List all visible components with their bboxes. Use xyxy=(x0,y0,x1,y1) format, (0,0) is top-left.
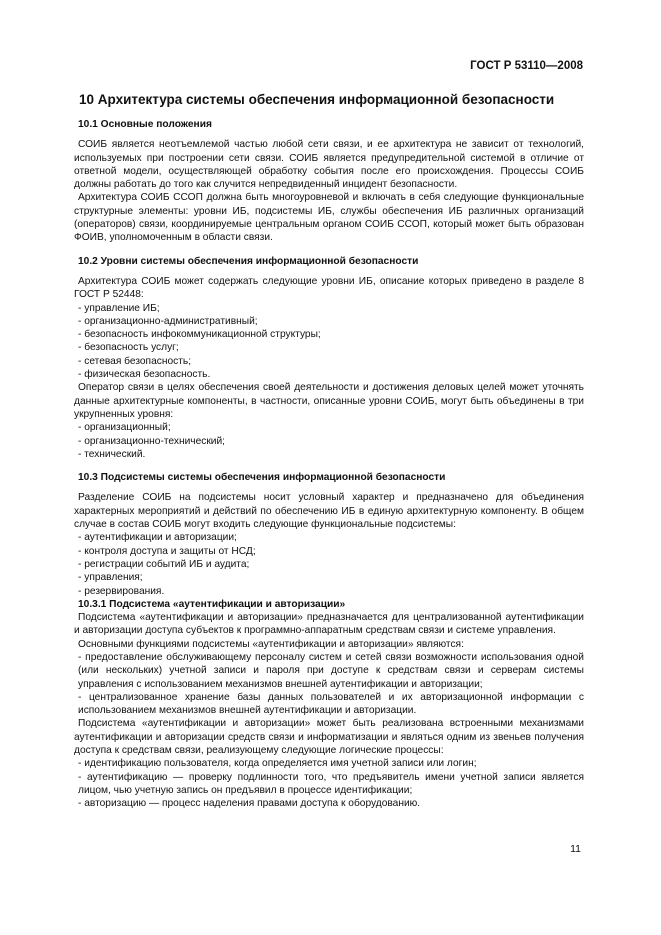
section-title: 10 Архитектура системы обеспечения информационной безопасности xyxy=(79,92,555,107)
list-item: - аутентификацию — проверку подлинности того, что предъявитель имени учетной записи является лицом, чью учетную запись он предъявил в процессе идентификации; xyxy=(78,771,584,796)
list-item: - контроля доступа и защиты от НСД; xyxy=(78,545,256,557)
list-item: - организационный; xyxy=(78,422,171,434)
paragraph: Подсистема «аутентификации и авторизации» предназначается для централизованной аутентификации и авторизации доступа субъектов к программно-аппаратным средствам связи и системе управления. xyxy=(74,612,584,637)
paragraph: Архитектура СОИБ может содержать следующие уровни ИБ, описание которых приведено в разделе 8 ГОСТ Р 52448: xyxy=(74,275,584,301)
list-item: - предоставление обслуживающему персоналу систем и сетей связи возможности использования одной (или нескольких) учетной записи и пароля при доступе к средствам связи и серверам системы управления с использованием механизмов внешней аутентификации и авторизации; xyxy=(78,651,584,690)
list-item: - безопасность инфокоммуникационной структуры; xyxy=(78,329,321,341)
list-subsystems xyxy=(74,531,584,597)
list-item: - идентификацию пользователя, когда определяется имя учетной записи или логин; xyxy=(78,758,477,770)
list-item: - резервирования. xyxy=(78,585,165,597)
list-item: - организационно-административный; xyxy=(78,315,258,327)
list-enlarged-levels xyxy=(74,421,584,461)
subsection-title-10-3: 10.3 Подсистемы системы обеспечения информационной безопасности xyxy=(78,472,446,484)
paragraph: СОИБ является неотъемлемой частью любой сети связи, и ее архитектура не зависит от технологий, используемых при построении сети связи. СОИБ является предупредительной системой в отличие от ответной модели, осуществляющей обработку события после его происхождения. Процессы СОИБ должны работать до того как случится непредвиденный инцидент безопасности. xyxy=(74,139,584,191)
list-item: - авторизацию — процесс наделения правами доступа к оборудованию. xyxy=(78,798,421,810)
subsection-title-10-1: 10.1 Основные положения xyxy=(78,119,212,130)
paragraph: Основными функциями подсистемы «аутентификации и авторизации» являются: xyxy=(78,638,464,650)
list-item: - управления; xyxy=(78,572,143,584)
page-content xyxy=(74,91,584,811)
paragraph: Архитектура СОИБ ССОП должна быть многоуровневой и включать в себя следующие функциональные структурные элементы: уровни ИБ, подсистемы ИБ, службы обеспечения ИБ различных организаций (операторов) связи, координируемые центральным органом СОИБ ССОП, который может быть образован ФОИВ, уполномоченным в области связи. xyxy=(74,192,584,244)
document-code: ГОСТ Р 53110—2008 xyxy=(470,60,583,72)
list-item: - управление ИБ; xyxy=(78,302,160,314)
page-number: 11 xyxy=(570,843,581,855)
list-item: - регистрации событий ИБ и аудита; xyxy=(78,558,250,570)
list-item: - технический. xyxy=(78,448,146,460)
list-item: - организационно-технический; xyxy=(78,435,226,447)
list-item: - безопасность услуг; xyxy=(78,342,179,354)
list-levels xyxy=(74,302,584,382)
paragraph: Подсистема «аутентификации и авторизации» может быть реализована встроенными механизмами аутентификации и авторизации средств связи и информатизации и являться одним из звеньев получения доступа к средствам связи, реализующему следующие логические процессы: xyxy=(74,718,584,757)
subsection-title-10-3-1: 10.3.1 Подсистема «аутентификации и авторизации» xyxy=(78,598,346,610)
list-functions xyxy=(74,651,584,717)
list-item: - физическая безопасность. xyxy=(78,369,211,381)
paragraph: Оператор связи в целях обеспечения своей деятельности и достижения деловых целей может уточнять данные архитектурные компоненты, в частности, описанные уровни СОИБ, могут быть объединены в три укрупненных уровня: xyxy=(74,382,584,420)
list-item: - централизованное хранение базы данных пользователей и их авторизационной информации с использованием механизмов внешней аутентификации и авторизации. xyxy=(78,691,584,717)
paragraph: Разделение СОИБ на подсистемы носит условный характер и предназначено для объединения характерных мероприятий и действий по обеспечению ИБ в единую архитектурную компоненту. В общем случае в состав СОИБ могут входить следующие функциональные подсистемы: xyxy=(74,492,584,531)
subsection-title-10-2: 10.2 Уровни системы обеспечения информационной безопасности xyxy=(78,255,419,267)
list-item: - сетевая безопасность; xyxy=(78,355,192,367)
list-item: - аутентификации и авторизации; xyxy=(78,532,237,544)
list-processes xyxy=(74,757,584,810)
